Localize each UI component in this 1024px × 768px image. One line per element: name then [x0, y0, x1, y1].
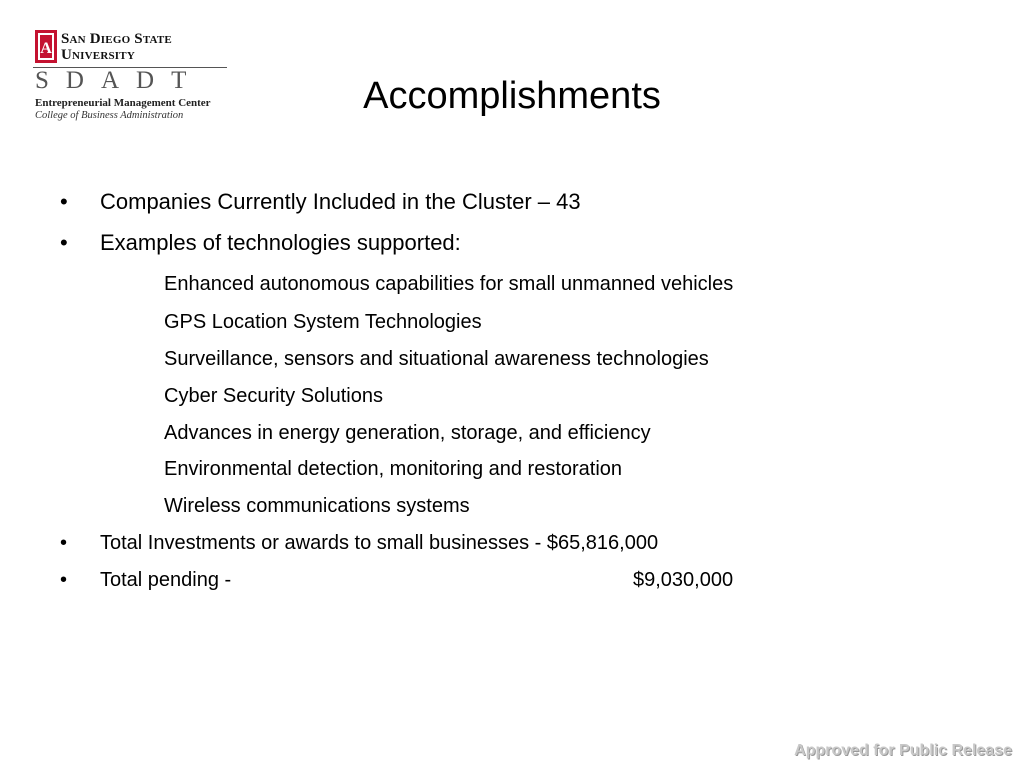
bullet-technologies: [60, 229, 461, 257]
pending-amount: $9,030,000: [633, 569, 734, 591]
bullet-text: Total pending -: [100, 569, 232, 591]
bullet-companies: [60, 188, 581, 216]
technology-item: Environmental detection, monitoring and restoration: [164, 458, 623, 480]
bullet-glyph: •: [60, 189, 68, 214]
college-name: College of Business Administration: [35, 110, 184, 121]
university-line1: San Diego State: [61, 31, 172, 47]
technology-item: Cyber Security Solutions: [164, 385, 383, 407]
technology-item: GPS Location System Technologies: [164, 311, 482, 333]
bullet-text: Total Investments or awards to small businesses - $65,816,000: [100, 532, 659, 554]
university-line2: University: [61, 47, 135, 63]
bullet-glyph: •: [60, 532, 68, 554]
center-name: Entrepreneurial Management Center: [35, 97, 211, 109]
technology-item: Surveillance, sensors and situational awareness technologies: [164, 348, 709, 370]
bullet-total-pending: [60, 567, 820, 593]
logo-header: [33, 30, 229, 66]
sdadt-acronym: SDADT: [35, 67, 204, 94]
university-name: [61, 31, 172, 63]
bullet-text: Examples of technologies supported:: [100, 230, 461, 255]
bullet-text: Companies Currently Included in the Cluster – 43: [100, 189, 581, 214]
technology-item: Wireless communications systems: [164, 495, 470, 517]
technology-item: Advances in energy generation, storage, and efficiency: [164, 422, 651, 444]
approval-footer: Approved for Public Release: [794, 742, 1012, 759]
svg-text:A: A: [40, 40, 52, 57]
bullet-total-investments: [60, 530, 658, 556]
technology-item: Enhanced autonomous capabilities for small unmanned vehicles: [164, 273, 734, 295]
slide-title: Accomplishments: [363, 75, 661, 117]
bullet-glyph: •: [60, 569, 68, 591]
bullet-glyph: •: [60, 230, 68, 255]
sdsu-shield-icon: [35, 30, 57, 63]
